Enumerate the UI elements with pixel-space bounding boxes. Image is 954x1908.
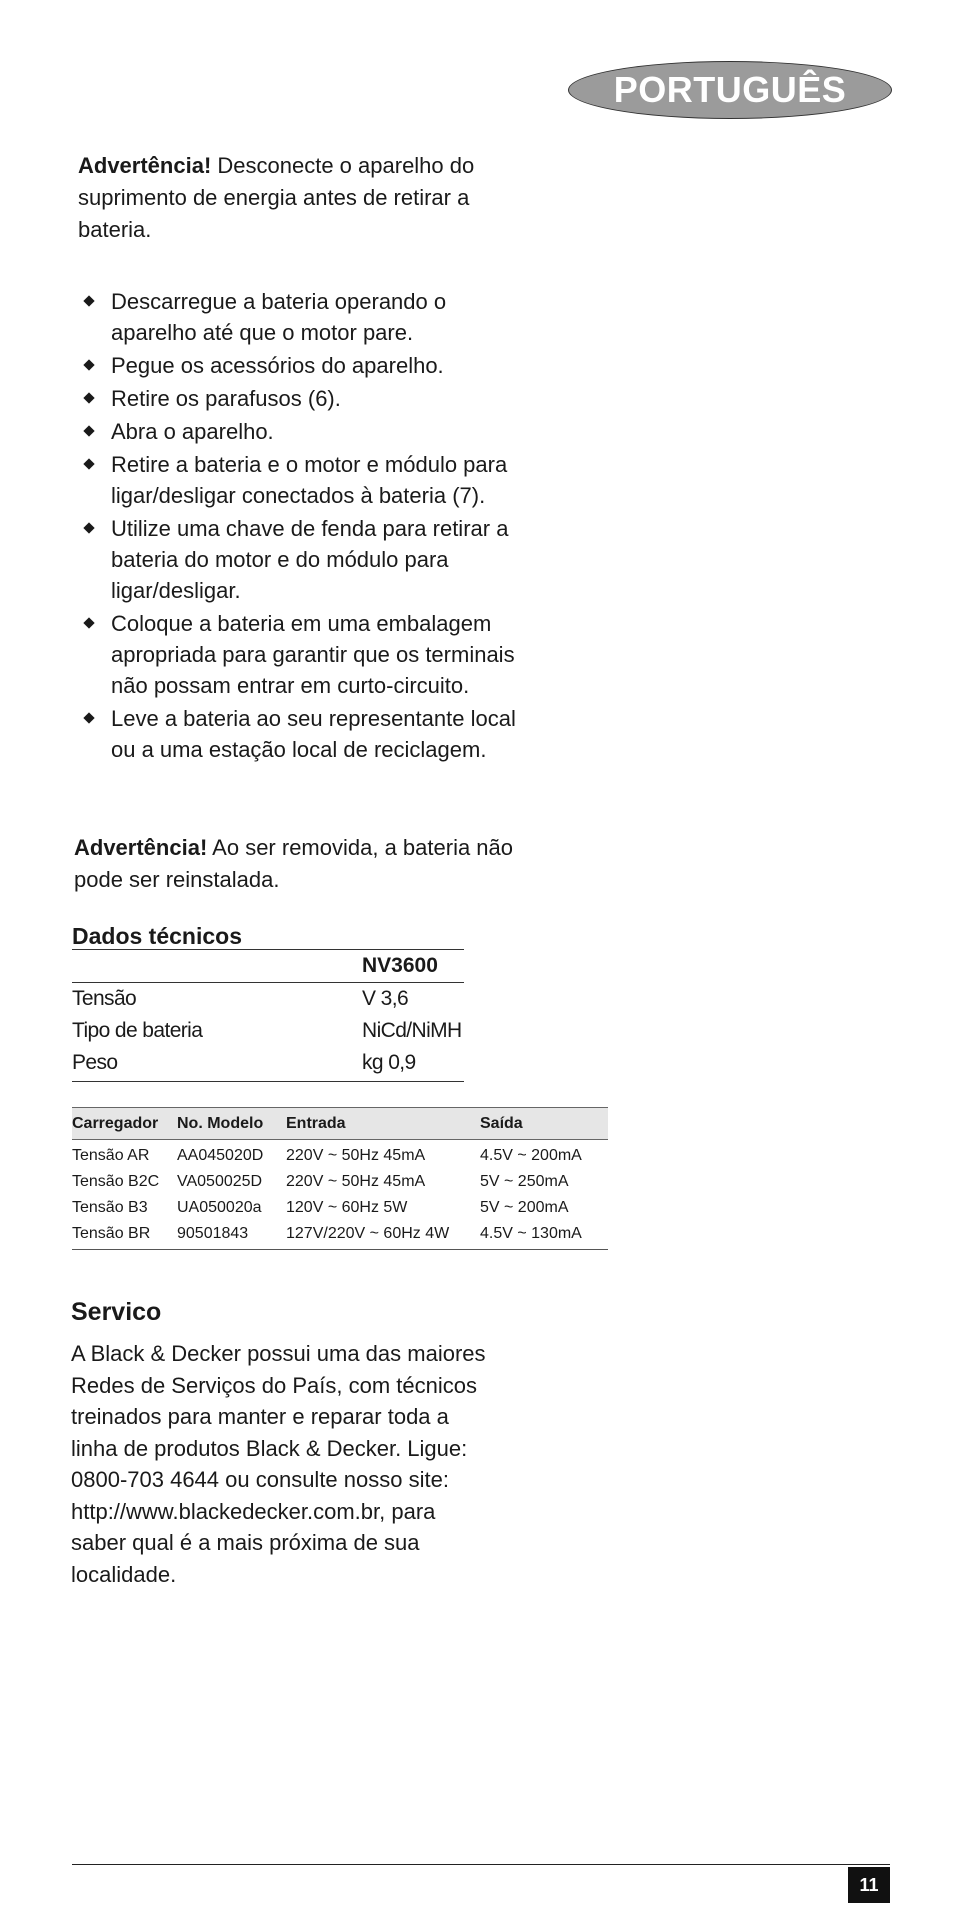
list-item-text: Abra o aparelho. xyxy=(111,419,274,444)
tech-data-value: V 3,6 xyxy=(362,987,409,1010)
list-item-text: Descarregue a bateria operando o aparelho até que o motor pare. xyxy=(111,289,447,345)
tech-data-row xyxy=(72,983,464,1015)
tech-data-label: Peso xyxy=(72,1051,118,1074)
table-cell: VA050025D xyxy=(177,1173,263,1190)
bullet-diamond-icon xyxy=(83,458,94,469)
table-cell: UA050020a xyxy=(177,1199,262,1216)
battery-removal-steps xyxy=(82,286,522,767)
bullet-diamond-icon xyxy=(83,392,94,403)
list-item xyxy=(82,608,522,701)
warning-label: Advertência! xyxy=(74,835,208,860)
tech-data-label: Tipo de bateria xyxy=(72,1019,203,1042)
list-item-text: Pegue os acessórios do aparelho. xyxy=(111,353,444,378)
list-item xyxy=(82,383,522,414)
table-cell: 220V ~ 50Hz 45mA xyxy=(286,1173,426,1190)
table-row xyxy=(72,1221,608,1247)
table-cell: AA045020D xyxy=(177,1147,264,1164)
model-name: NV3600 xyxy=(362,954,438,977)
table-cell: 90501843 xyxy=(177,1225,249,1242)
table-row xyxy=(72,1169,608,1195)
table-cell: 127V/220V ~ 60Hz 4W xyxy=(286,1225,450,1242)
table-cell: 4.5V ~ 200mA xyxy=(480,1147,582,1164)
column-header: Carregador xyxy=(72,1115,159,1132)
table-cell: 5V ~ 250mA xyxy=(480,1173,569,1190)
table-cell: Tensão B3 xyxy=(72,1199,148,1216)
table-cell: Tensão AR xyxy=(72,1147,150,1164)
warning-text: Desconecte o aparelho do suprimento de energia antes de retirar a bateria. xyxy=(78,153,475,242)
column-header: No. Modelo xyxy=(177,1115,264,1132)
bullet-diamond-icon xyxy=(83,617,94,628)
list-item xyxy=(82,449,522,511)
list-item-text: Retire a bateria e o motor e módulo para ligar/desligar conectados à bateria (7). xyxy=(111,452,508,508)
column-header: Saída xyxy=(480,1115,523,1132)
warning-paragraph-disconnect xyxy=(78,150,498,246)
list-item xyxy=(82,703,522,765)
list-item-text: Utilize uma chave de fenda para retirar a bateria do motor e do módulo para ligar/desligar. xyxy=(111,516,509,603)
table-cell: 120V ~ 60Hz 5W xyxy=(286,1199,408,1216)
warning-text: Ao ser removida, a bateria não pode ser reinstalada. xyxy=(74,835,514,892)
list-item xyxy=(82,286,522,348)
list-item xyxy=(82,350,522,381)
charger-table-divider xyxy=(72,1249,608,1250)
table-cell: 4.5V ~ 130mA xyxy=(480,1225,582,1242)
tech-data-value: kg 0,9 xyxy=(362,1051,416,1074)
table-row xyxy=(72,1195,608,1221)
tech-data-title: Dados técnicos xyxy=(72,923,242,949)
page-number: 11 xyxy=(848,1867,890,1903)
tech-data-row xyxy=(72,1047,464,1079)
footer-rule xyxy=(72,1864,890,1865)
table-cell: 5V ~ 200mA xyxy=(480,1199,569,1216)
service-paragraph: A Black & Decker possui uma das maiores Redes de Serviços do País, com técnicos treinados para manter e reparar toda a linha de produtos Black & Decker. Ligue: 0800-703 4644 ou consulte nosso site: http://www.blackedecker.com.br, para saber qual é a mais próxima de sua localidade. xyxy=(71,1341,486,1587)
list-item xyxy=(82,513,522,606)
column-header: Entrada xyxy=(286,1115,346,1132)
list-item-text: Coloque a bateria em uma embalagem apropriada para garantir que os terminais não possam entrar em curto-circuito. xyxy=(111,611,515,698)
tech-data-value: NiCd/NiMH xyxy=(362,1019,462,1042)
language-badge: PORTUGUÊS xyxy=(568,61,892,119)
bullet-diamond-icon xyxy=(83,712,94,723)
bullet-diamond-icon xyxy=(83,425,94,436)
tech-data-header xyxy=(72,949,464,983)
table-cell: Tensão B2C xyxy=(72,1173,160,1190)
tech-data-row xyxy=(72,1015,464,1047)
tech-data-divider xyxy=(72,1081,464,1082)
warning-paragraph-reinstall xyxy=(74,832,514,896)
charger-table-header xyxy=(72,1107,608,1140)
table-cell: 220V ~ 50Hz 45mA xyxy=(286,1147,426,1164)
list-item-text: Leve a bateria ao seu representante local ou a uma estação local de reciclagem. xyxy=(111,706,516,762)
table-cell: Tensão BR xyxy=(72,1225,151,1242)
bullet-diamond-icon xyxy=(83,295,94,306)
tech-data-label: Tensão xyxy=(72,987,137,1010)
list-item-text: Retire os parafusos (6). xyxy=(111,386,341,411)
list-item xyxy=(82,416,522,447)
warning-label: Advertência! xyxy=(78,153,212,178)
bullet-diamond-icon xyxy=(83,359,94,370)
table-row xyxy=(72,1143,608,1169)
service-title: Servico xyxy=(71,1298,162,1326)
bullet-diamond-icon xyxy=(83,522,94,533)
